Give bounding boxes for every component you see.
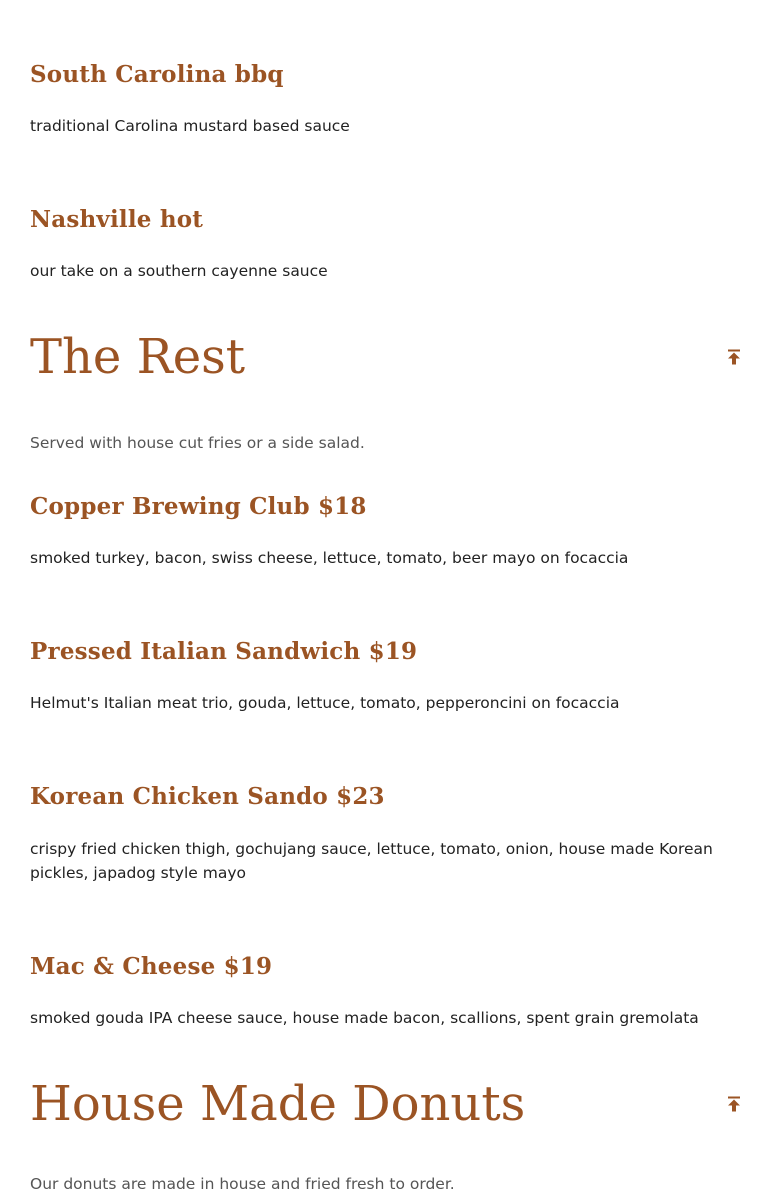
menu-item-description: traditional Carolina mustard based sauce xyxy=(30,117,350,135)
section-note: Served with house cut fries or a side salad. xyxy=(30,434,365,452)
back-to-top-icon[interactable] xyxy=(727,349,741,365)
section-title: House Made Donuts xyxy=(30,1076,526,1132)
menu-item-title: Nashville hot xyxy=(30,206,204,233)
menu-item-description: crispy fried chicken thigh, gochujang sauce, lettuce, tomato, onion, house made Korean pickles, japadog style mayo xyxy=(30,840,713,882)
menu-item-title: Korean Chicken Sando $23 xyxy=(30,783,385,810)
menu-item-title: Mac & Cheese $19 xyxy=(30,953,273,980)
section-title: The Rest xyxy=(30,329,246,385)
back-to-top-icon[interactable] xyxy=(727,1096,741,1112)
menu-item-description: smoked gouda IPA cheese sauce, house made bacon, scallions, spent grain gremolata xyxy=(30,1009,699,1027)
menu-item-description: smoked turkey, bacon, swiss cheese, lettuce, tomato, beer mayo on focaccia xyxy=(30,549,629,567)
menu-item-title: Pressed Italian Sandwich $19 xyxy=(30,638,418,665)
menu-item-description: Helmut's Italian meat trio, gouda, lettuce, tomato, pepperoncini on focaccia xyxy=(30,694,620,712)
menu-item-title: South Carolina bbq xyxy=(30,61,284,88)
menu-item-title: Copper Brewing Club $18 xyxy=(30,493,367,520)
menu-item-description: our take on a southern cayenne sauce xyxy=(30,262,328,280)
section-note: Our donuts are made in house and fried fresh to order. xyxy=(30,1175,455,1193)
